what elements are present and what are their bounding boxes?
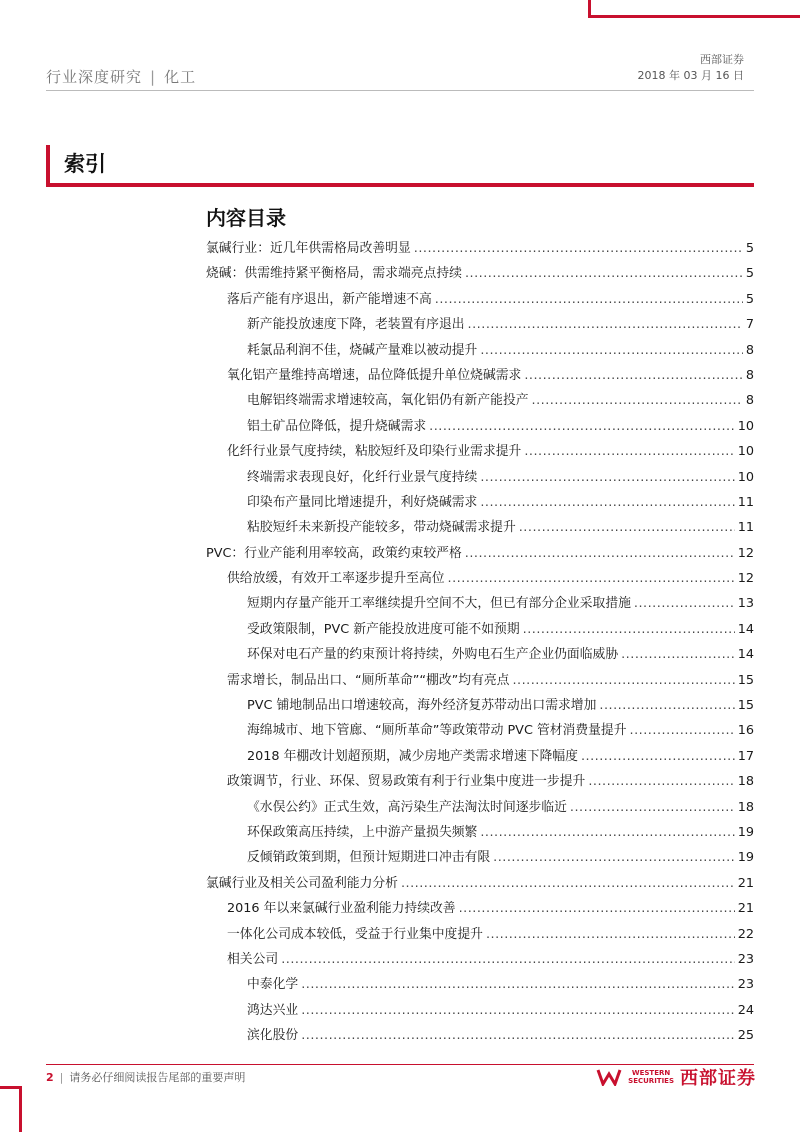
toc-entry[interactable] (206, 1024, 754, 1049)
toc-leader-dots (634, 596, 735, 611)
toc-entry-page: 11 (737, 494, 754, 510)
toc-entry-page: 10 (737, 469, 754, 485)
toc-entry[interactable] (206, 415, 754, 440)
toc-entry-label[interactable]: 电解铝终端需求增速较高，氧化铝仍有新产能投产 (247, 393, 529, 409)
western-logo-icon (596, 1068, 622, 1086)
toc-leader-dots (480, 470, 734, 485)
toc-entry-page: 15 (737, 698, 754, 714)
toc-leader-dots (524, 368, 743, 383)
toc-leader-dots (486, 927, 735, 942)
toc-entry-page: 18 (737, 774, 754, 790)
toc-entry[interactable] (206, 973, 754, 998)
toc-entry-label[interactable]: 铝土矿品位降低，提升烧碱需求 (247, 418, 427, 434)
toc-entry-page: 24 (737, 1002, 754, 1018)
toc-entry[interactable] (206, 542, 754, 567)
toc-leader-dots (301, 1003, 735, 1018)
toc-entry-label[interactable]: 受政策限制，PVC 新产能投放进度可能不如预期 (247, 621, 520, 637)
toc-entry-label[interactable]: 政策调节，行业、环保、贸易政策有利于行业集中度进一步提升 (227, 774, 586, 790)
header-date: 2018 年 03 月 16 日 (637, 69, 744, 82)
toc-entry-label[interactable]: PVC：行业产能利用率较高，政策约束较严格 (206, 545, 462, 561)
toc-leader-dots (512, 673, 734, 688)
toc-leader-dots (532, 393, 743, 408)
toc-entry[interactable] (206, 999, 754, 1024)
toc-entry-page: 15 (737, 672, 754, 688)
toc-entry-label[interactable]: 海绵城市、地下管廊、“厕所革命”等政策带动 PVC 管材消费量提升 (247, 723, 627, 739)
toc-entry[interactable] (206, 262, 754, 287)
toc-entry[interactable] (206, 770, 754, 795)
toc-leader-dots (599, 698, 734, 713)
toc-entry-page: 23 (737, 977, 754, 993)
toc-leader-dots (630, 723, 735, 738)
toc-leader-dots (459, 901, 735, 916)
toc-entry-page: 8 (745, 342, 754, 358)
toc-entry-label[interactable]: 供给放缓，有效开工率逐步提升至高位 (227, 571, 445, 587)
toc-entry-label[interactable]: 环保对电石产量的约束预计将持续，外购电石生产企业仍面临威胁 (247, 647, 619, 663)
toc-entry[interactable] (206, 237, 754, 262)
toc-leader-dots (414, 241, 743, 256)
toc-entry[interactable] (206, 948, 754, 973)
toc-leader-dots (493, 850, 735, 865)
logo-english (628, 1069, 674, 1085)
toc-entry-label[interactable]: 需求增长，制品出口、“厕所革命”“棚改”均有亮点 (227, 672, 510, 688)
toc-entry-label[interactable]: 短期内存量产能开工率继续提升空间不大，但已有部分企业采取措施 (247, 596, 631, 612)
toc-entry[interactable] (206, 846, 754, 871)
toc-entry[interactable] (206, 923, 754, 948)
toc-leader-dots (401, 876, 735, 891)
toc-entry-page: 8 (745, 367, 754, 383)
toc-leader-dots (523, 622, 735, 637)
toc-entry-page: 10 (737, 418, 754, 434)
logo-en-line2: SECURITIES (628, 1077, 674, 1085)
toc-entry-page: 5 (745, 291, 754, 307)
industry: 化工 (164, 68, 197, 86)
toc-entry-page: 5 (745, 241, 754, 256)
report-type: 行业深度研究 (46, 68, 143, 86)
toc-leader-dots (301, 977, 735, 992)
footer-separator: | (59, 1071, 64, 1084)
toc-entry-label[interactable]: 氯碱行业及相关公司盈利能力分析 (206, 875, 398, 891)
logo-en-line1: WESTERN (631, 1069, 671, 1077)
toc-leader-dots (519, 520, 735, 535)
toc-entry[interactable] (206, 567, 754, 592)
toc-entry[interactable] (206, 516, 754, 541)
toc-entry[interactable] (206, 669, 754, 694)
toc-entry-label[interactable]: 粘胶短纤未来新投产能较多，带动烧碱需求提升 (247, 520, 516, 536)
header-divider (46, 90, 754, 91)
toc-entry[interactable] (206, 643, 754, 668)
toc-entry[interactable] (206, 694, 754, 719)
toc-entry-label[interactable]: 2018 年棚改计划超预期，减少房地产类需求增速下降幅度 (247, 748, 578, 764)
section-accent-bar (46, 145, 50, 187)
toc-entry-label[interactable]: 氧化铝产量维持高增速，品位降低提升单位烧碱需求 (227, 367, 522, 383)
section-heading (46, 145, 754, 187)
toc-entry[interactable] (206, 288, 754, 313)
toc-entry[interactable] (206, 872, 754, 897)
toc-entry-page: 12 (737, 545, 754, 561)
toc-title: 内容目录 (206, 206, 286, 230)
toc-leader-dots (480, 495, 734, 510)
page-number: 2 (46, 1071, 54, 1084)
toc-leader-dots (588, 774, 734, 789)
toc-leader-dots (480, 343, 743, 358)
toc-entry-page: 17 (737, 748, 754, 764)
section-rule (46, 183, 754, 187)
toc-entry[interactable] (206, 364, 754, 389)
section-title: 索引 (64, 152, 106, 176)
toc-entry-page: 16 (737, 723, 754, 739)
toc-entry-label[interactable]: 氯碱行业：近几年供需格局改善明显 (206, 241, 411, 256)
toc-entry[interactable] (206, 440, 754, 465)
toc-entry[interactable] (206, 618, 754, 643)
toc-leader-dots (581, 749, 735, 764)
toc-entry-page: 14 (737, 647, 754, 663)
toc-leader-dots (435, 292, 743, 307)
toc-entry[interactable] (206, 796, 754, 821)
header-report-category (46, 66, 196, 87)
toc-entry-page: 25 (737, 1028, 754, 1044)
company-logo (596, 1064, 756, 1090)
toc-entry-label[interactable]: 一体化公司成本较低，受益于行业集中度提升 (227, 926, 483, 942)
toc-entry-label[interactable]: 化纤行业景气度持续，粘胶短纤及印染行业需求提升 (227, 444, 522, 460)
toc-entry-page: 7 (745, 317, 754, 333)
toc-entry-page: 11 (737, 520, 754, 536)
footer-disclaimer: 请务必仔细阅读报告尾部的重要声明 (69, 1071, 246, 1084)
toc-entry[interactable] (206, 466, 754, 491)
toc-entry-label[interactable]: 鸿达兴业 (247, 1002, 299, 1018)
toc-leader-dots (448, 571, 735, 586)
toc-entry-page: 10 (737, 444, 754, 460)
corner-decoration-bottom-left (0, 1086, 22, 1132)
header-separator: | (150, 68, 157, 86)
toc-leader-dots (480, 825, 734, 840)
toc-entry-page: 21 (737, 875, 754, 891)
toc-entry-label[interactable]: 耗氯品利润不佳，烧碱产量难以被动提升 (247, 342, 478, 358)
toc-entry-page: 19 (737, 850, 754, 866)
toc-entry-label[interactable]: 印染布产量同比增速提升，利好烧碱需求 (247, 494, 478, 510)
toc-entry-label[interactable]: 烧碱：供需维持紧平衡格局，需求端亮点持续 (206, 266, 462, 282)
toc-entry-label[interactable]: 反倾销政策到期，但预计短期进口冲击有限 (247, 850, 491, 866)
toc-entry[interactable] (206, 339, 754, 364)
toc-leader-dots (465, 546, 735, 561)
toc-entry[interactable] (206, 491, 754, 516)
footer (46, 1069, 245, 1085)
toc-entry-label[interactable]: 相关公司 (227, 951, 279, 967)
toc-entry-page: 23 (737, 951, 754, 967)
table-of-contents (206, 237, 754, 1050)
toc-leader-dots (570, 800, 735, 815)
toc-leader-dots (468, 317, 743, 332)
header-meta (638, 52, 744, 84)
toc-entry-page: 13 (737, 596, 754, 612)
toc-entry-label[interactable]: 落后产能有序退出，新产能增速不高 (227, 291, 432, 307)
toc-entry-page: 14 (737, 621, 754, 637)
toc-entry-page: 18 (737, 799, 754, 815)
toc-entry[interactable] (206, 719, 754, 744)
toc-entry[interactable] (206, 592, 754, 617)
toc-entry-label[interactable]: 《水俣公约》正式生效，高污染生产法淘汰时间逐步临近 (247, 799, 567, 815)
toc-entry-page: 19 (737, 824, 754, 840)
corner-decoration-top-right (588, 0, 800, 18)
toc-leader-dots (429, 419, 735, 434)
toc-entry-label[interactable]: PVC 铺地制品出口增速较高，海外经济复苏带动出口需求增加 (247, 698, 597, 714)
toc-leader-dots (524, 444, 734, 459)
toc-entry-label[interactable]: 环保政策高压持续，上中游产量损失频繁 (247, 824, 478, 840)
toc-entry-page: 12 (737, 571, 754, 587)
toc-entry-label[interactable]: 滨化股份 (247, 1028, 299, 1044)
toc-entry-label[interactable]: 新产能投放速度下降，老装置有序退出 (247, 317, 465, 333)
toc-entry[interactable] (206, 313, 754, 338)
toc-entry[interactable] (206, 897, 754, 922)
toc-leader-dots (281, 952, 735, 967)
toc-entry[interactable] (206, 389, 754, 414)
header-company: 西部证券 (700, 53, 744, 66)
toc-leader-dots (465, 266, 743, 281)
toc-entry-label[interactable]: 中泰化学 (247, 977, 299, 993)
toc-leader-dots (621, 647, 735, 662)
toc-entry-label[interactable]: 2016 年以来氯碱行业盈利能力持续改善 (227, 901, 456, 917)
toc-entry[interactable] (206, 745, 754, 770)
toc-entry-page: 8 (745, 393, 754, 409)
toc-entry[interactable] (206, 821, 754, 846)
toc-leader-dots (301, 1028, 735, 1043)
logo-chinese: 西部证券 (680, 1068, 756, 1089)
toc-entry-label[interactable]: 终端需求表现良好，化纤行业景气度持续 (247, 469, 478, 485)
toc-entry-page: 5 (745, 266, 754, 282)
toc-entry-page: 21 (737, 901, 754, 917)
toc-entry-page: 22 (737, 926, 754, 942)
